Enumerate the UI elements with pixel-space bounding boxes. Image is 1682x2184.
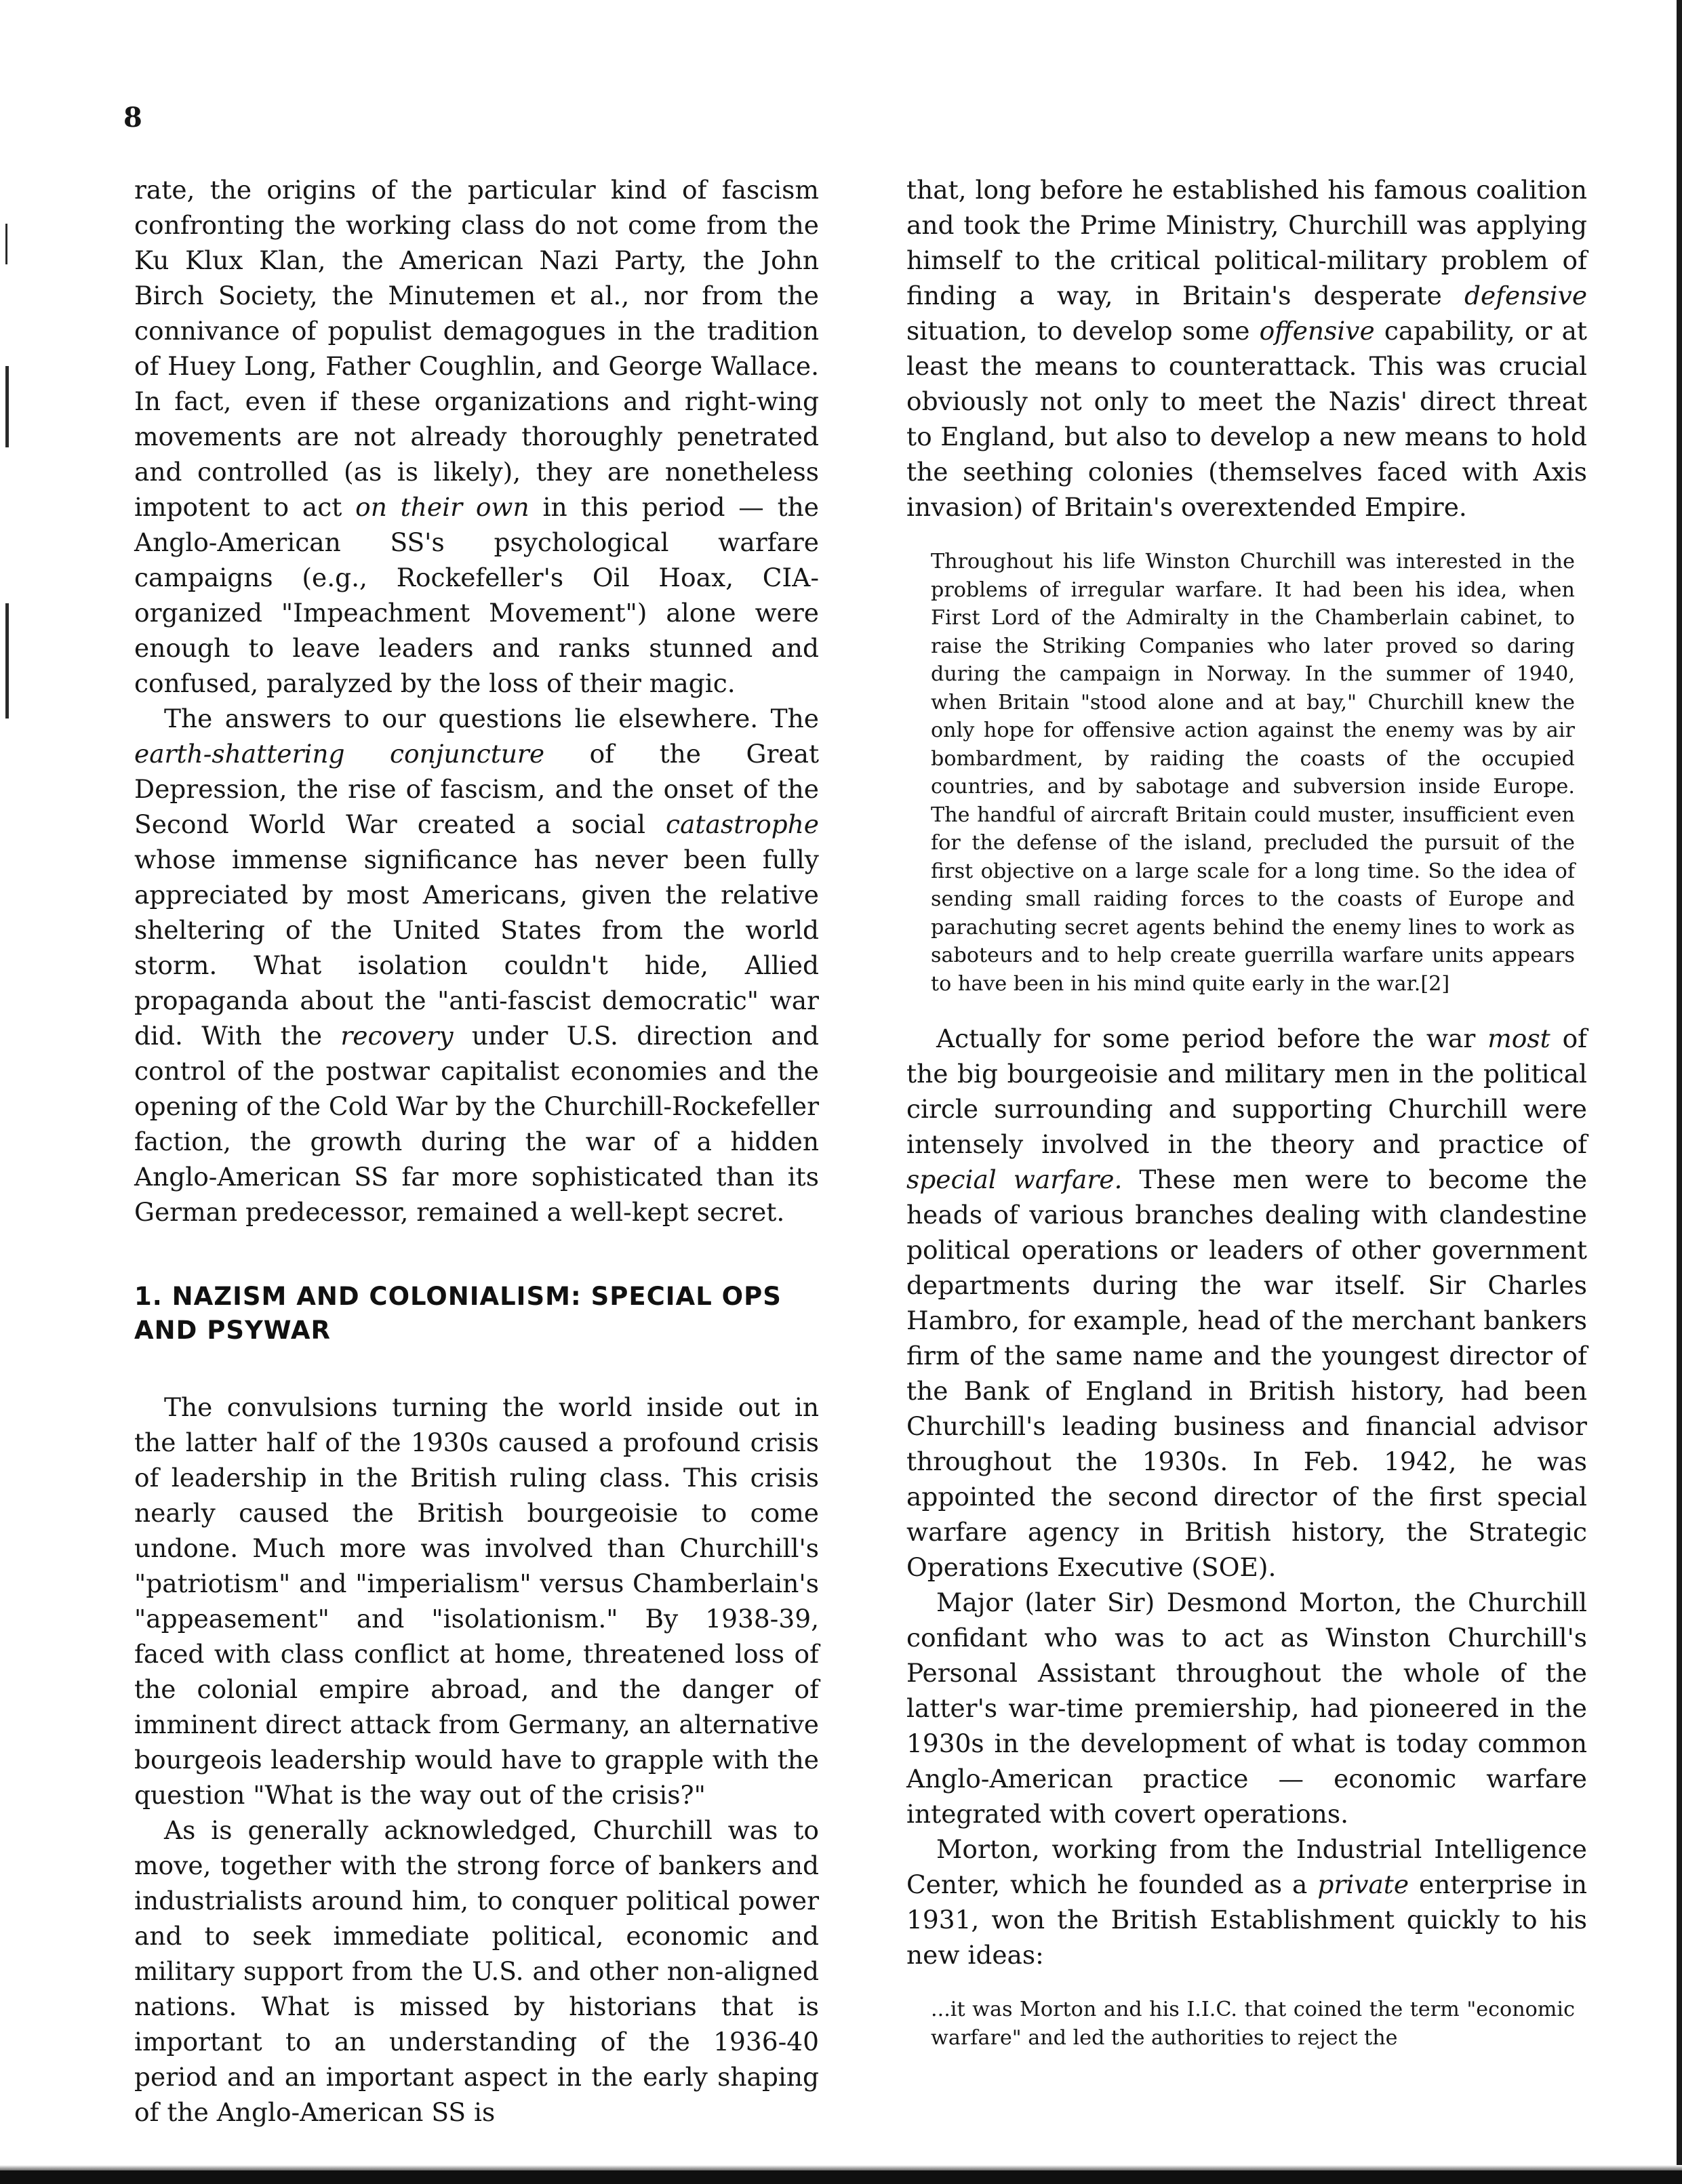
- scan-right-edge: [1677, 0, 1682, 2184]
- section-heading: 1. NAZISM AND COLONIALISM: SPECIAL OPS AND PSYWAR: [134, 1282, 782, 1345]
- paragraph: [134, 701, 819, 1230]
- text-run: whose immense significance has never been fully appreciated by most Americans, given the relative sheltering of the United States from the world storm. What isolation couldn't hide, Allied propaganda about the "anti-fascist democratic" war did. With the: [134, 845, 819, 1051]
- block-quote: ...it was Morton and his I.I.C. that coined the term "economic warfare" and led the authorities to reject the: [931, 1998, 1575, 2050]
- scan-bottom-edge: [0, 2170, 1682, 2184]
- left-column: [134, 172, 819, 2130]
- text-run: that, long before he established his famous coalition and took the Prime Ministry, Churchill was applying himself to the critical political-military problem of finding a way, in Britain's desperate: [906, 175, 1587, 310]
- emphasis: earth-shattering conjuncture: [134, 739, 545, 769]
- paragraph: [906, 1021, 1587, 1585]
- scan-bottom-shade: [0, 2165, 1682, 2170]
- paragraph: [906, 1832, 1587, 1973]
- text-run: of the big bourgeoisie and military men in the political circle surrounding and supporting Churchill were intensely involved in the theory and practice of: [906, 1024, 1588, 1159]
- page-number: 8: [123, 102, 142, 134]
- text-run: in this period — the Anglo-American SS's psychological warfare campaigns (e.g., Rockefeller's Oil Hoax, CIA-organized "Impeachment Movement") alone were enough to leave leaders and ranks stunned and confused, paralyzed by the loss of their magic.: [134, 492, 820, 698]
- text-run: Actually for some period before the war: [936, 1024, 1476, 1053]
- text-run: capability, or at least the means to counterattack. This was crucial obviously not only to meet the Nazis' direct threat to England, but also to develop a new means to hold the seething colonies (themselves faced with Axis invasion) of Britain's overextended Empire.: [906, 316, 1588, 522]
- emphasis: on their own: [355, 492, 529, 522]
- emphasis: offensive: [1259, 316, 1375, 346]
- text-run: situation, to develop some: [906, 316, 1250, 346]
- right-column: [906, 172, 1587, 2052]
- emphasis: special warfare.: [906, 1165, 1123, 1194]
- scan-margin-mark: [5, 366, 9, 447]
- scan-margin-mark: [5, 224, 7, 264]
- text-run: The answers to our questions lie elsewhere. The: [164, 704, 819, 733]
- paragraph: As is generally acknowledged, Churchill was to move, together with the strong force of bankers and industrialists around him, to conquer political power and to seek immediate political, economic and military support from the U.S. and other non-aligned nations. What is missed by historians that is important to an understanding of the 1936-40 period and an important aspect in the early shaping of the Anglo-American SS is: [134, 1815, 819, 2127]
- text-run: Morton, working from the Industrial Intelligence Center, which he founded as a: [906, 1834, 1587, 1899]
- text-run: rate, the origins of the particular kind of fascism confronting the working class do not come from the Ku Klux Klan, the American Nazi Party, the John Birch Society, the Minutemen et al., nor from the connivance of populist demagogues in the tradition of Huey Long, Father Coughlin, and George Wallace. In fact, even if these organizations and right-wing movements are not already thoroughly penetrated and controlled (as is likely), they are nonetheless impotent to act: [134, 175, 819, 522]
- text-run: of the Great Depression, the rise of fascism, and the onset of the Second World War created a social: [134, 739, 820, 839]
- emphasis: private: [1317, 1869, 1409, 1899]
- scan-margin-mark: [5, 603, 9, 719]
- paragraph: [906, 172, 1587, 525]
- text-run: under U.S. direction and control of the postwar capitalist economies and the opening of the Cold War by the Churchill-Rockefeller faction, the growth during the war of a hidden Anglo-American SS far more sophisticated than its German predecessor, remained a well-kept secret.: [134, 1021, 820, 1227]
- text-run: enterprise in 1931, won the British Establishment quickly to his new ideas:: [906, 1869, 1588, 1970]
- text-run: These men were to become the heads of various branches dealing with clandestine political operations or leaders of other government departments during the war itself. Sir Charles Hambro, for example, head of the merchant bankers firm of the same name and the youngest director of the Bank of England in British history, had been Churchill's leading business and financial advisor throughout the 1930s. In Feb. 1942, he was appointed the second director of the first special warfare agency in British history, the Strategic Operations Executive (SOE).: [906, 1165, 1588, 1582]
- paragraph: Major (later Sir) Desmond Morton, the Churchill confidant who was to act as Winston Churchill's Personal Assistant throughout the whole of the latter's war-time premiership, had pioneered in the 1930s in the development of what is today common Anglo-American practice — economic warfare integrated with covert operations.: [906, 1588, 1587, 1829]
- emphasis: most: [1487, 1024, 1550, 1053]
- paragraph: [134, 172, 819, 701]
- block-quote: Throughout his life Winston Churchill was interested in the problems of irregular warfare. It had been his idea, when First Lord of the Admiralty in the Chamberlain cabinet, to raise the Striking Companies who later proved so daring during the campaign in Norway. In the summer of 1940, when Britain "stood alone and at bay," Churchill knew the only hope for offensive action against the enemy was by air bombardment, by raiding the coasts of the occupied countries, and by sabotage and subversion inside Europe. The handful of aircraft Britain could muster, insufficient even for the defense of the island, precluded the pursuit of the first objective on a large scale for a long time. So the idea of sending small raiding forces to the coasts of Europe and parachuting secret agents behind the enemy lines to work as saboteurs and to help create guerrilla warfare units appears to have been in his mind quite early in the war.[2]: [931, 550, 1575, 996]
- paragraph: The convulsions turning the world inside out in the latter half of the 1930s caused a profound crisis of leadership in the British ruling class. This crisis nearly caused the British bourgeoisie to come undone. Much more was involved than Churchill's "patriotism" and "imperialism" versus Chamberlain's "appeasement" and "isolationism." By 1938-39, faced with class conflict at home, threatened loss of the colonial empire abroad, and the danger of imminent direct attack from Germany, an alternative bourgeois leadership would have to grapple with the question "What is the way out of the crisis?": [134, 1392, 819, 1810]
- emphasis: defensive: [1464, 281, 1588, 310]
- emphasis: recovery: [340, 1021, 454, 1051]
- emphasis: catastrophe: [666, 809, 819, 839]
